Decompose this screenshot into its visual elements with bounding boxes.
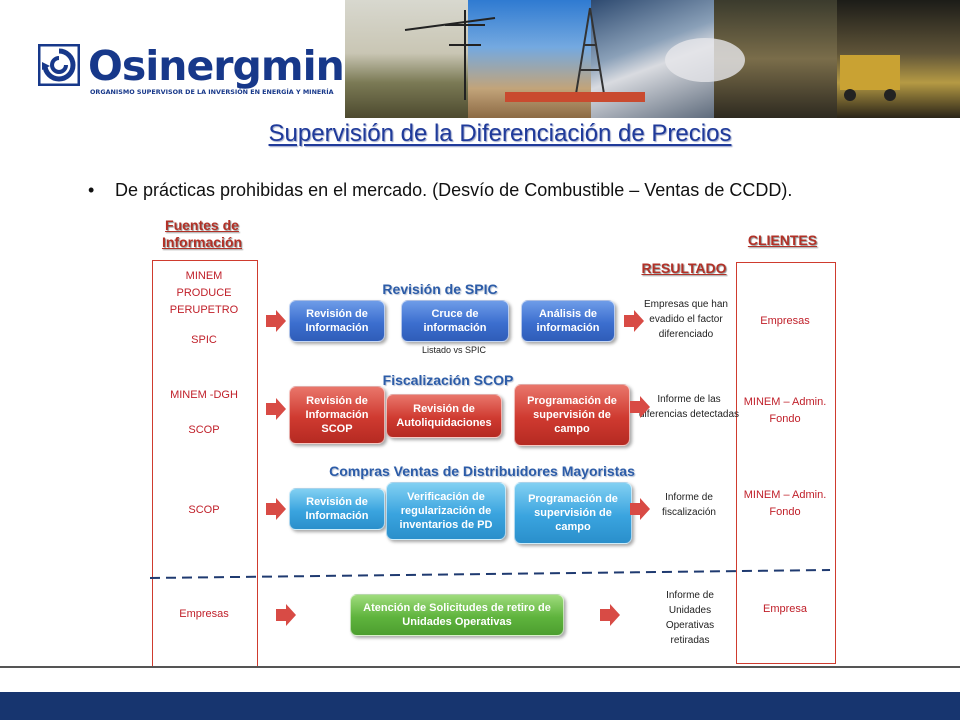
client-minem-2: MINEM – Admin. Fondo — [743, 489, 827, 518]
section-title-mayoristas: Compras Ventas de Distribuidores Mayoristas — [329, 463, 635, 479]
logo-tagline: ORGANISMO SUPERVISOR DE LA INVERSIÓN EN ENERGÍA Y MINERÍA — [90, 88, 334, 96]
source-scop-1: SCOP — [188, 424, 220, 436]
client-empresas: Empresas — [760, 315, 810, 327]
arrow-right-icon — [276, 604, 296, 626]
logo-wordmark: Osinergmin — [88, 42, 344, 90]
header-clientes: CLIENTES — [747, 232, 818, 248]
header-fuentes: Fuentes de Información — [161, 217, 243, 250]
osinergmin-logo-icon — [38, 44, 80, 86]
result-2: Informe de las diferencias detectadas — [638, 394, 740, 420]
result-3: Informe de fiscalización — [662, 492, 716, 518]
step-scop-autoliquidaciones: Revisión de Autoliquidaciones — [386, 394, 502, 438]
step-scop-programacion: Programación de supervisión de campo — [514, 384, 630, 446]
step-spic-analisis: Análisis de información — [521, 300, 615, 342]
page-title: Supervisión de la Diferenciación de Precios — [268, 120, 732, 147]
arrow-right-icon — [624, 310, 644, 332]
result-4: Informe de Unidades Operativas retiradas — [665, 590, 715, 646]
source-perupetro: PERUPETRO — [169, 304, 239, 316]
step-may-programacion: Programación de supervisión de campo — [514, 482, 632, 544]
osinergmin-logo — [38, 38, 344, 108]
step-spic-revision: Revisión de Información — [289, 300, 385, 342]
header-photo-details — [345, 0, 960, 118]
source-minem-dgh: MINEM -DGH — [170, 389, 238, 401]
client-empresa: Empresa — [762, 603, 808, 615]
source-minem: MINEM — [185, 270, 223, 282]
header-resultado: RESULTADO — [641, 260, 727, 276]
step-emp-atencion: Atención de Solicitudes de retiro de Unidades Operativas — [350, 594, 564, 636]
arrow-right-icon — [600, 604, 620, 626]
footer-divider — [0, 666, 960, 694]
bullet-text: De prácticas prohibidas en el mercado. (Desvío de Combustible – Ventas de CCDD). — [115, 180, 793, 200]
section-title-scop: Fiscalización SCOP — [382, 372, 514, 388]
source-scop-2: SCOP — [188, 504, 220, 516]
step-scop-revision: Revisión de Información SCOP — [289, 386, 385, 444]
source-produce: PRODUCE — [176, 287, 232, 299]
result-1: Empresas que han evadido el factor diferenciado — [644, 299, 728, 340]
section-title-spic: Revisión de SPIC — [382, 281, 498, 297]
arrow-right-icon — [630, 498, 650, 520]
arrow-right-icon — [266, 310, 286, 332]
footer-bar — [0, 692, 960, 720]
step-may-revision: Revisión de Información — [289, 488, 385, 530]
arrow-right-icon — [630, 396, 650, 418]
source-empresas: Empresas — [179, 608, 229, 620]
step-spic-cruce: Cruce de información — [401, 300, 509, 342]
client-minem-1: MINEM – Admin. Fondo — [743, 396, 827, 425]
dashed-separator — [150, 568, 840, 582]
step-may-verificacion: Verificación de regularización de inventarios de PD — [386, 482, 506, 540]
source-spic: SPIC — [191, 334, 217, 346]
arrow-right-icon — [266, 498, 286, 520]
step-spic-cruce-note: Listado vs SPIC — [421, 345, 487, 355]
arrow-right-icon — [266, 398, 286, 420]
bullet-marker: • — [88, 180, 95, 200]
